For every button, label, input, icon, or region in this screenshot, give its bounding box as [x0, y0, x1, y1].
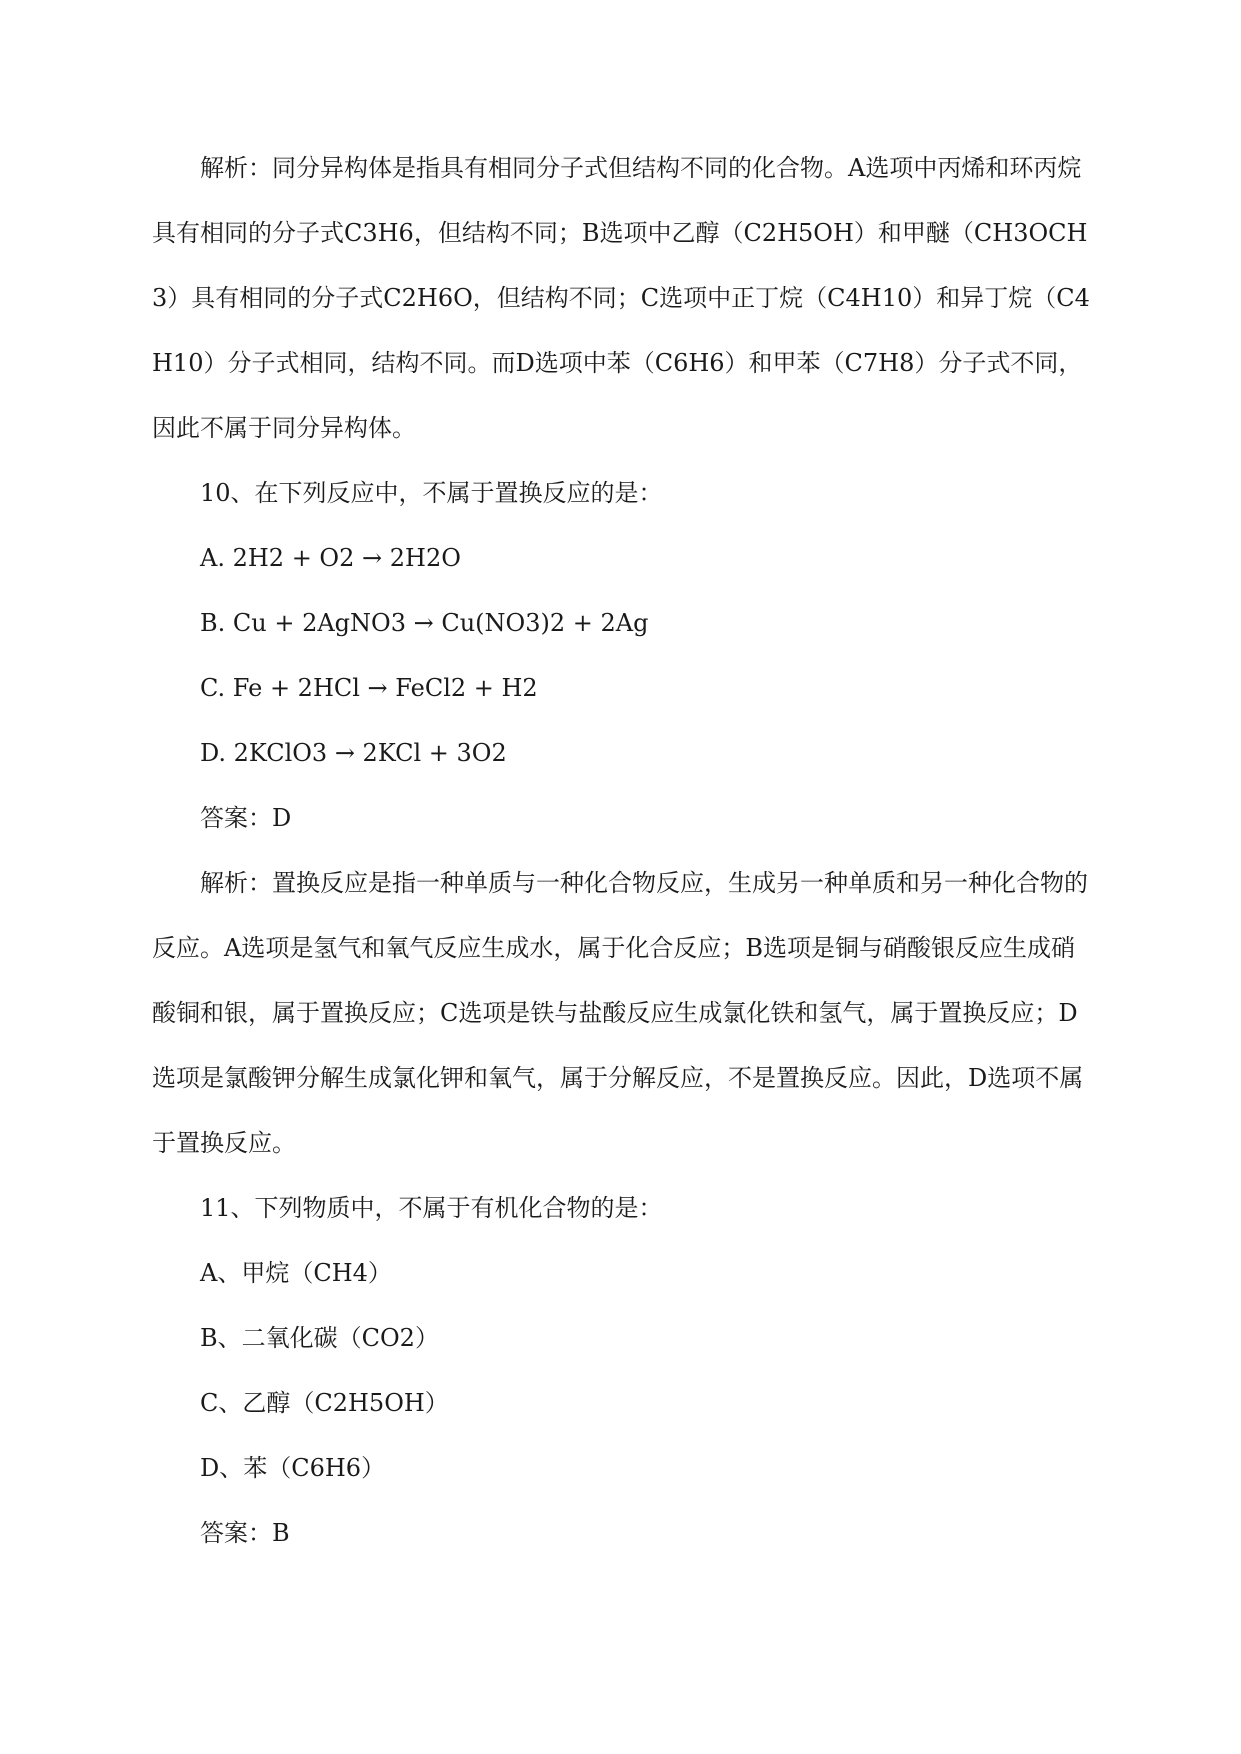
q10-option-a: A. 2H2 + O2 → 2H2O [200, 544, 461, 572]
q10-option-d: D. 2KClO3 → 2KCl + 3O2 [200, 739, 507, 767]
q10-option-b: B. Cu + 2AgNO3 → Cu(NO3)2 + 2Ag [200, 609, 649, 637]
q10-question: 10、在下列反应中，不属于置换反应的是： [200, 479, 663, 507]
q10-analysis: 解析：置换反应是指一种单质与一种化合物反应，生成另一种单质和另一种化合物的反应。A选项是氢气和氧气反应生成水，属于化合反应；B选项是铜与硝酸银反应生成硝酸铜和银，属于置换反应；C选项是铁与盐酸反应生成氯化铁和氢气，属于置换反应；D选项是氯酸钾分解生成氯化钾和氧气，属于分解反应，不是置换反应。因此，D选项不属于置换反应。 [152, 869, 1088, 1157]
q11-option-d: D、苯（C6H6） [200, 1454, 386, 1482]
q10-answer: 答案：D [200, 804, 292, 832]
q11-option-c: C、乙醇（C2H5OH） [200, 1389, 449, 1417]
q11-answer: 答案：B [200, 1519, 290, 1547]
q9-analysis: 解析：同分异构体是指具有相同分子式但结构不同的化合物。A选项中丙烯和环丙烷具有相同的分子式C3H6，但结构不同；B选项中乙醇（C2H5OH）和甲醚（CH3OCH3）具有相同的分子式C2H6O，但结构不同；C选项中正丁烷（C4H10）和异丁烷（C4H10）分子式相同，结构不同。而D选项中苯（C6H6）和甲苯（C7H8）分子式不同，因此不属于同分异构体。 [152, 154, 1090, 442]
document-content [152, 136, 1092, 1566]
q10-option-c: C. Fe + 2HCl → FeCl2 + H2 [200, 674, 538, 702]
q11-option-a: A、甲烷（CH4） [200, 1259, 392, 1287]
q11-question: 11、下列物质中，不属于有机化合物的是： [200, 1194, 663, 1222]
q11-option-b: B、二氧化碳（CO2） [200, 1324, 439, 1352]
